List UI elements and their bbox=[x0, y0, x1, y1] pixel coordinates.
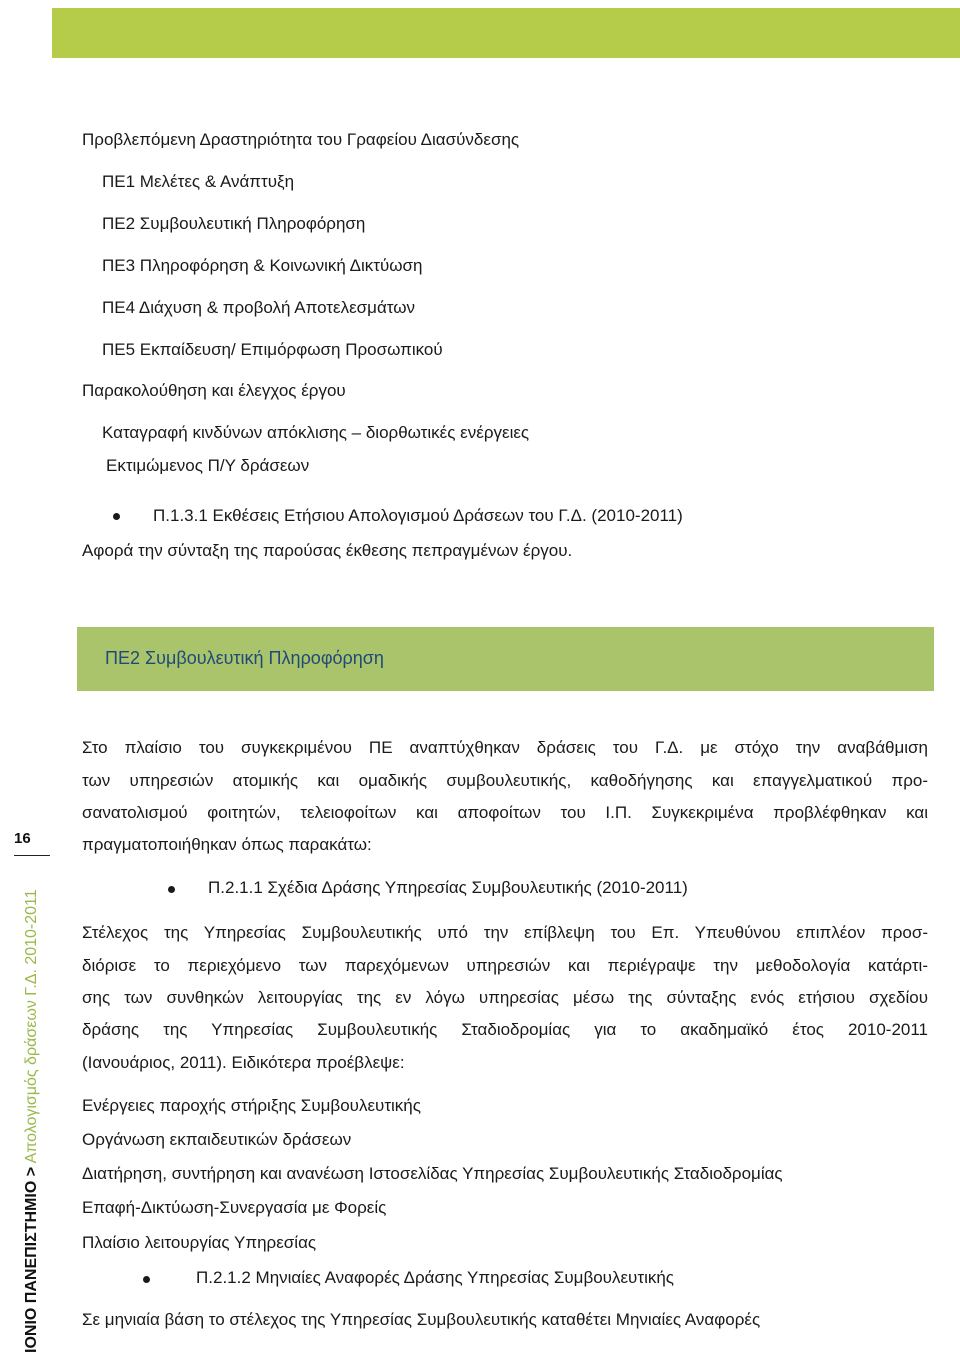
risk-item: Καταγραφή κινδύνων απόκλισης – διορθωτικές ενέργειες bbox=[102, 423, 530, 442]
bullet-icon bbox=[168, 886, 175, 893]
side-running-title bbox=[21, 889, 43, 1353]
bullet-item-p131: Π.1.3.1 Εκθέσεις Ετήσιου Απολογισμού Δράσεων του Γ.Δ. (2010-2011) bbox=[153, 506, 683, 525]
planned-item: Ενέργειες παροχής στήριξης Συμβουλευτικής bbox=[82, 1096, 421, 1115]
planned-item: Οργάνωση εκπαιδευτικών δράσεων bbox=[82, 1130, 352, 1149]
section-title: ΠΕ2 Συμβουλευτική Πληροφόρηση bbox=[105, 648, 384, 668]
list-item: ΠΕ5 Εκπαίδευση/ Επιμόρφωση Προσωπικού bbox=[102, 340, 443, 359]
list-item: ΠΕ4 Διάχυση & προβολή Αποτελεσμάτων bbox=[102, 298, 416, 317]
intro-line: Στο πλαίσιο του συγκεκριμένου ΠΕ αναπτύχθηκαν δράσεις του Γ.Δ. με στόχο την αναβάθμιση bbox=[82, 738, 928, 757]
paragraph-line: (Ιανουάριος, 2011). Ειδικότερα προέβλεψε: bbox=[82, 1053, 405, 1072]
planned-item: Πλαίσιο λειτουργίας Υπηρεσίας bbox=[82, 1233, 317, 1252]
bullet-icon bbox=[113, 513, 120, 520]
intro-line: πραγματοποιήθηκαν όπως παρακάτω: bbox=[82, 835, 372, 854]
closing-line: Σε μηνιαία βάση το στέλεχος της Υπηρεσίας Συμβουλευτικής καταθέτει Μηνιαίες Αναφορές bbox=[82, 1310, 761, 1329]
intro-line: των υπηρεσιών ατομικής και ομαδικής συμβουλευτικής, καθοδήγησης και επαγγελματικού προ- bbox=[82, 771, 928, 790]
planned-item: Επαφή-Δικτύωση-Συνεργασία με Φορείς bbox=[82, 1198, 387, 1217]
bullet-icon bbox=[143, 1276, 150, 1283]
bullet-description: Αφορά την σύνταξη της παρούσας έκθεσης πεπραγμένων έργου. bbox=[82, 541, 573, 560]
upper-heading: Προβλεπόμενη Δραστηριότητα του Γραφείου Διασύνδεσης bbox=[82, 130, 520, 149]
page-number: 16 bbox=[14, 830, 31, 847]
section-banner bbox=[77, 627, 934, 691]
paragraph-line: διόρισε το περιεχόμενο των παρεχόμενων υπηρεσιών και περιέγραψε την μεθοδολογία κατάρτι- bbox=[82, 956, 928, 975]
paragraph-line: Στέλεχος της Υπηρεσίας Συμβουλευτικής υπό την επίβλεψη του Επ. Υπευθύνου επιπλέον προσ- bbox=[82, 923, 928, 942]
bullet-item-p211: Π.2.1.1 Σχέδια Δράσης Υπηρεσίας Συμβουλευτικής (2010-2011) bbox=[208, 878, 688, 897]
intro-line: σανατολισμού φοιτητών, τελειοφοίτων και αποφοίτων του Ι.Π. Συγκεκριμένα προβλέφθηκαν και bbox=[82, 803, 928, 822]
list-item: ΠΕ1 Μελέτες & Ανάπτυξη bbox=[102, 172, 295, 191]
paragraph-line: σης των συνθηκών λειτουργίας της εν λόγω υπηρεσίας μέσω της σύνταξης ενός ετήσιου σχεδίου bbox=[82, 988, 928, 1007]
budget-item: Εκτιμώμενος Π/Υ δράσεων bbox=[106, 456, 310, 475]
report-label: Απολογισμός δράσεων Γ.Δ. 2010-2011 bbox=[23, 889, 40, 1164]
header-bar bbox=[52, 8, 960, 58]
planned-item: Διατήρηση, συντήρηση και ανανέωση Ιστοσελίδας Υπηρεσίας Συμβουλευτικής Σταδιοδρομίας bbox=[82, 1164, 783, 1183]
bullet-item-p212: Π.2.1.2 Μηνιαίες Αναφορές Δράσης Υπηρεσίας Συμβουλευτικής bbox=[196, 1268, 674, 1287]
page-number-rule bbox=[14, 855, 50, 856]
paragraph-line: δράσης της Υπηρεσίας Συμβουλευτικής Σταδιοδρομίας για το ακαδημαϊκό έτος 2010-2011 bbox=[82, 1020, 928, 1039]
monitoring-heading: Παρακολούθηση και έλεγχος έργου bbox=[82, 381, 346, 400]
list-item: ΠΕ3 Πληροφόρηση & Κοινωνική Δικτύωση bbox=[102, 256, 423, 275]
list-item: ΠΕ2 Συμβουλευτική Πληροφόρηση bbox=[102, 214, 366, 233]
university-label: ΙΟΝΙΟ ΠΑΝΕΠΙΣΤΗΜΙΟ > bbox=[23, 1166, 40, 1353]
